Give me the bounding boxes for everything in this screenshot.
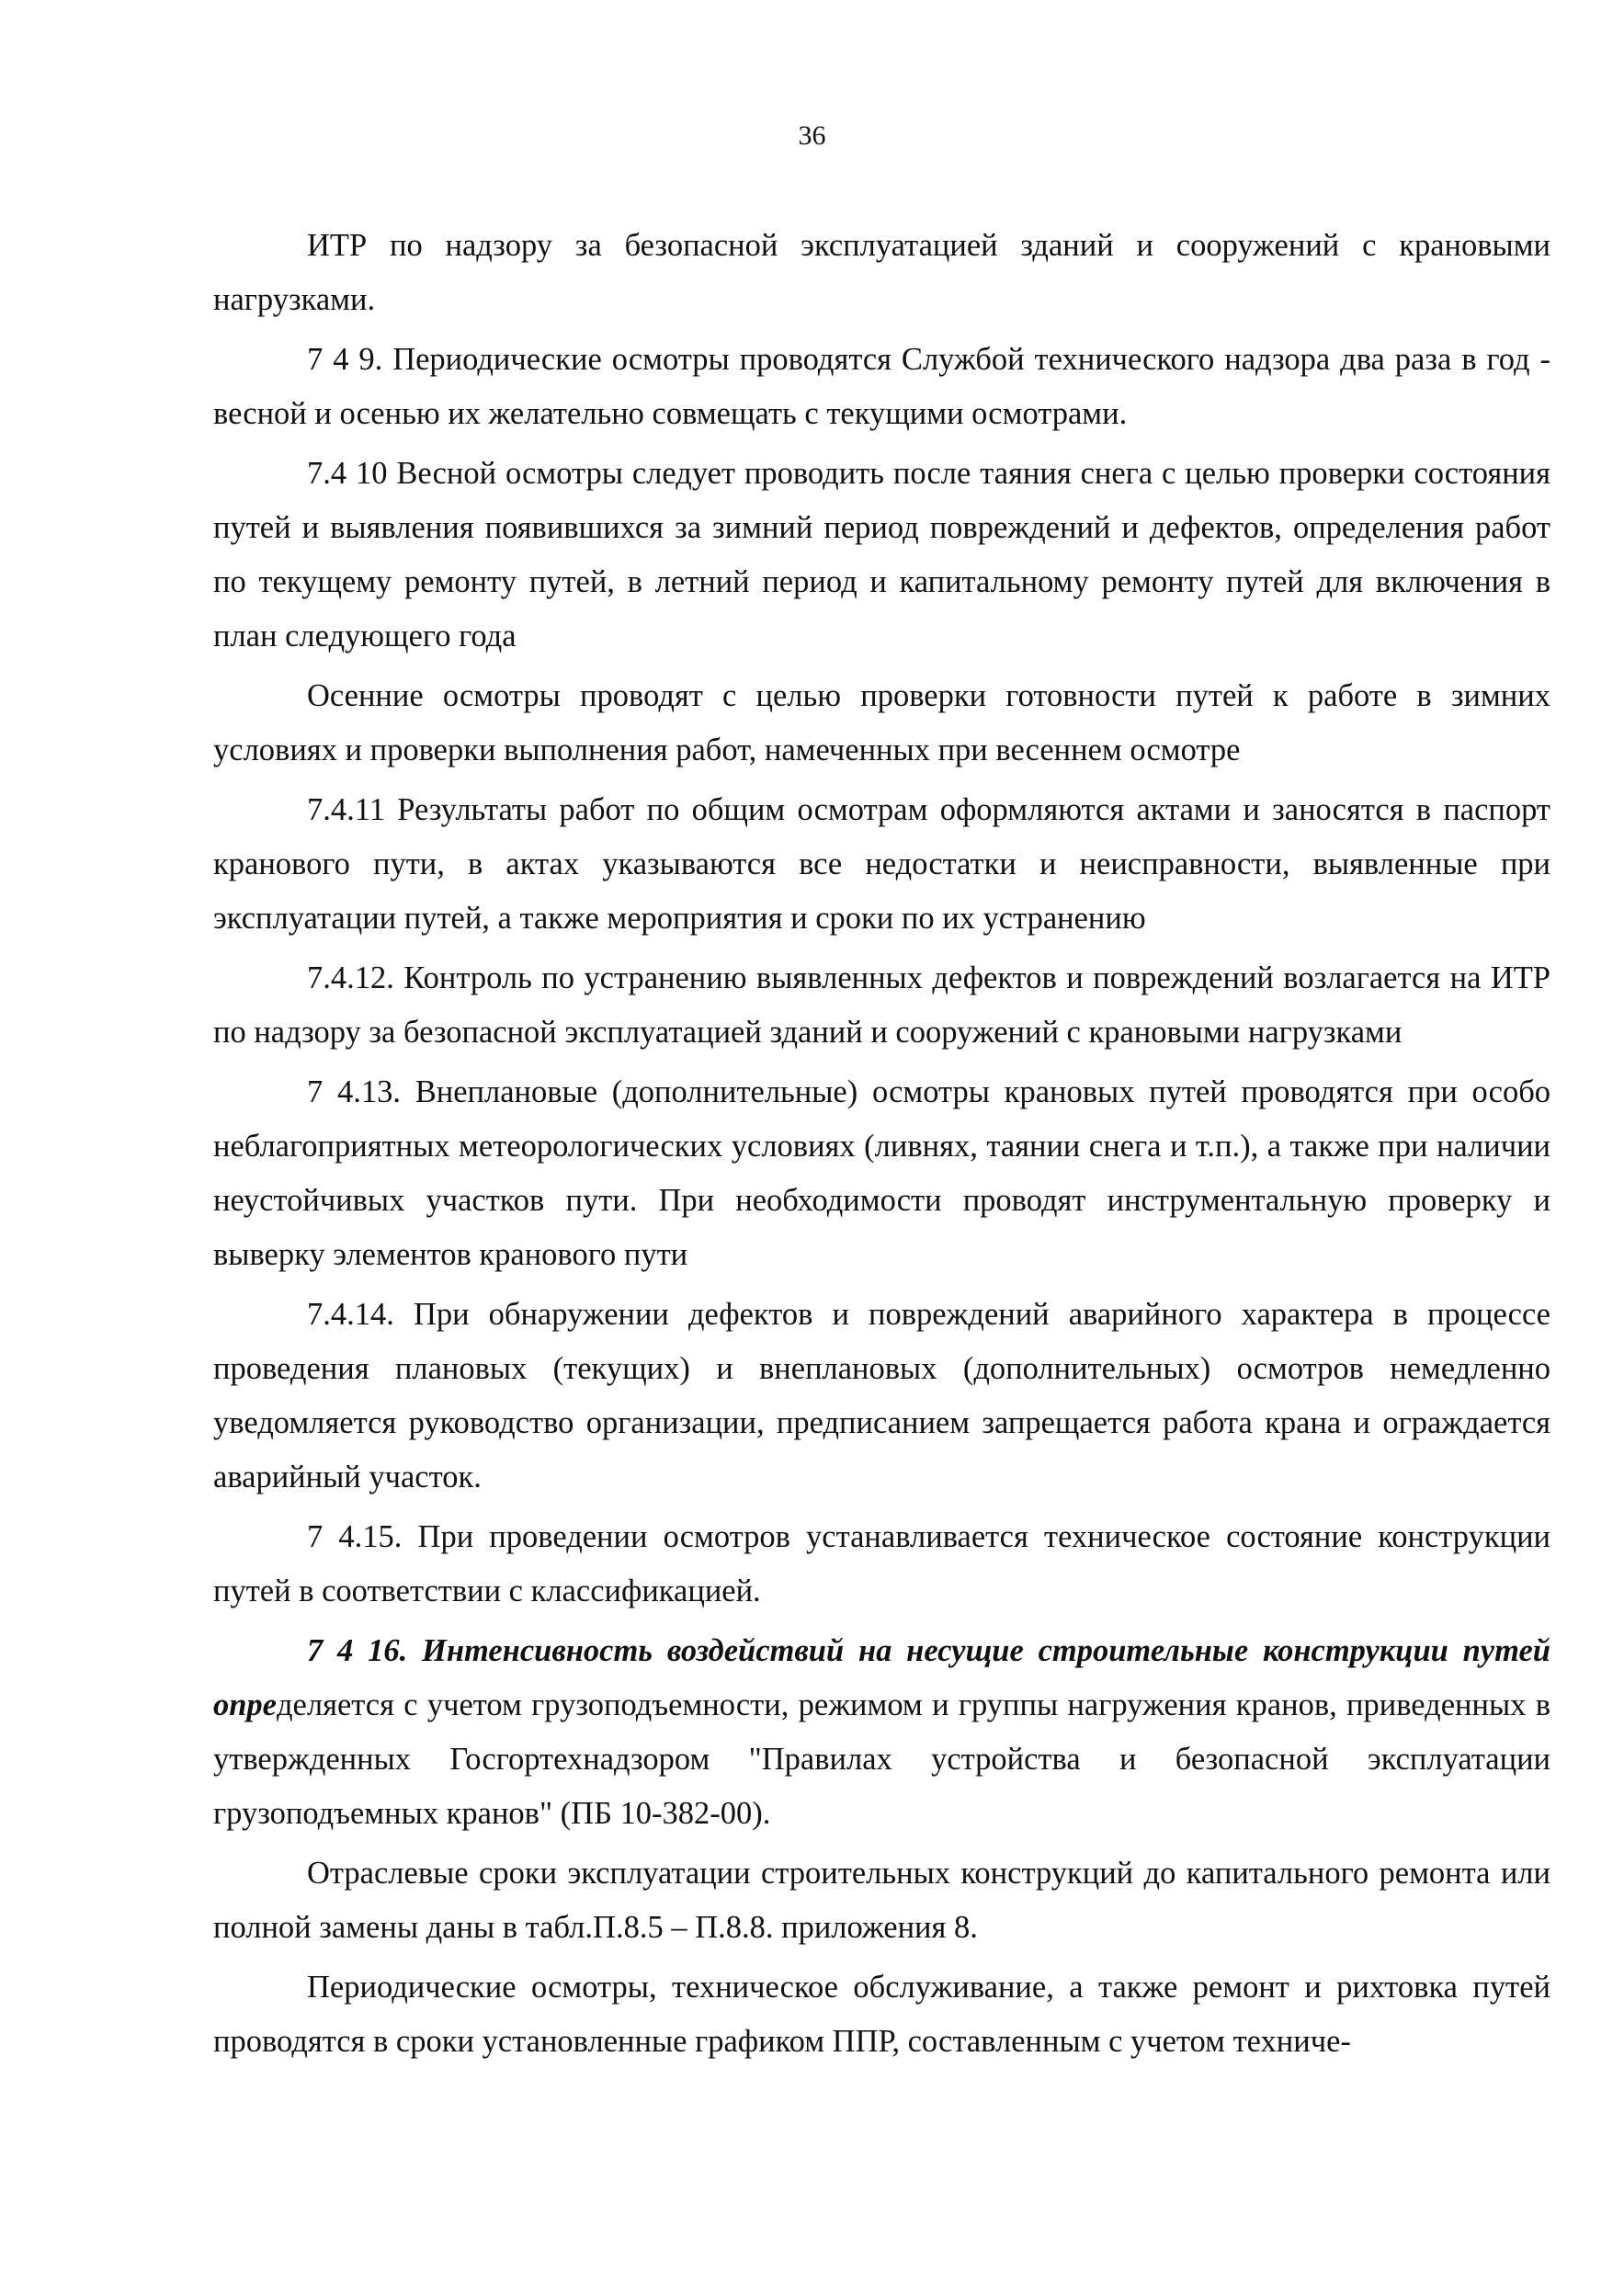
paragraph-itr-continuation: ИТР по надзору за безопасной эксплуатацией зданий и сооружений с крановыми нагрузками. [213, 228, 1550, 317]
paragraph-7-4-9: 7 4 9. Периодические осмотры проводятся Службой технического надзора два раза в год - весной и осенью их желательно совмещать с текущими осмотрами. [213, 342, 1550, 431]
paragraph-7-4-16 [213, 1624, 1550, 1841]
paragraph-7-4-16-body: деляется с учетом грузоподъемности, режимом и группы нагружения кранов, приведенных в утвержденных Госгортехнадзором "Правилах устройства и безопасной эксплуатации грузоподъемных кранов" (ПБ 10-382-00). [213, 1687, 1550, 1831]
paragraph-periodic-inspections: Периодические осмотры, техническое обслуживание, а также ремонт и рихтовка путей проводятся в сроки установленные графиком ППР, составленным с учетом техниче- [213, 1970, 1550, 2059]
body-text [213, 219, 1550, 2074]
paragraph-7-4-11: 7.4.11 Результаты работ по общим осмотрам оформляются актами и заносятся в паспорт кранового пути, в актах указываются все недостатки и неисправности, выявленные при эксплуатации путей, а также мероприятия и сроки по их устранению [213, 792, 1550, 936]
paragraph-7-4-16-lead: 7 4 16. Интенсивность воздействий на несущие строительные конструкции путей опре [213, 1633, 1550, 1722]
paragraph-7-4-13: 7 4.13. Внеплановые (дополнительные) осмотры крановых путей проводятся при особо неблагоприятных метеорологических условиях (ливнях, таянии снега и т.п.), а также при наличии неустойчивых участков пути. При необходимости проводят инструментальную проверку и выверку элементов кранового пути [213, 1074, 1550, 1272]
paragraph-7-4-10: 7.4 10 Весной осмотры следует проводить после таяния снега с целью проверки состояния путей и выявления появившихся за зимний период повреждений и дефектов, определения работ по текущему ремонту путей, в летний период и капитальному ремонту путей для включения в план следующего года [213, 456, 1550, 653]
paragraph-7-4-15: 7 4.15. При проведении осмотров устанавливается техническое состояние конструкции путей в соответствии с классификацией. [213, 1519, 1550, 1608]
paragraph-7-4-12: 7.4.12. Контроль по устранению выявленных дефектов и повреждений возлагается на ИТР по надзору за безопасной эксплуатацией зданий и сооружений с крановыми нагрузками [213, 960, 1550, 1050]
paragraph-7-4-14: 7.4.14. При обнаружении дефектов и повреждений аварийного характера в процессе проведения плановых (текущих) и внеплановых (дополнительных) осмотров немедленно уведомляется руководство организации, предписанием запрещается работа крана и ограждается аварийный участок. [213, 1297, 1550, 1494]
paragraph-industry-terms: Отраслевые сроки эксплуатации строительных конструкций до капитального ремонта или полной замены даны в табл.П.8.5 – П.8.8. приложения 8. [213, 1856, 1550, 1945]
page-number: 36 [798, 120, 826, 151]
paragraph-autumn-inspections: Осенние осмотры проводят с целью проверки готовности путей к работе в зимних условиях и проверки выполнения работ, намеченных при весеннем осмотре [213, 678, 1550, 767]
